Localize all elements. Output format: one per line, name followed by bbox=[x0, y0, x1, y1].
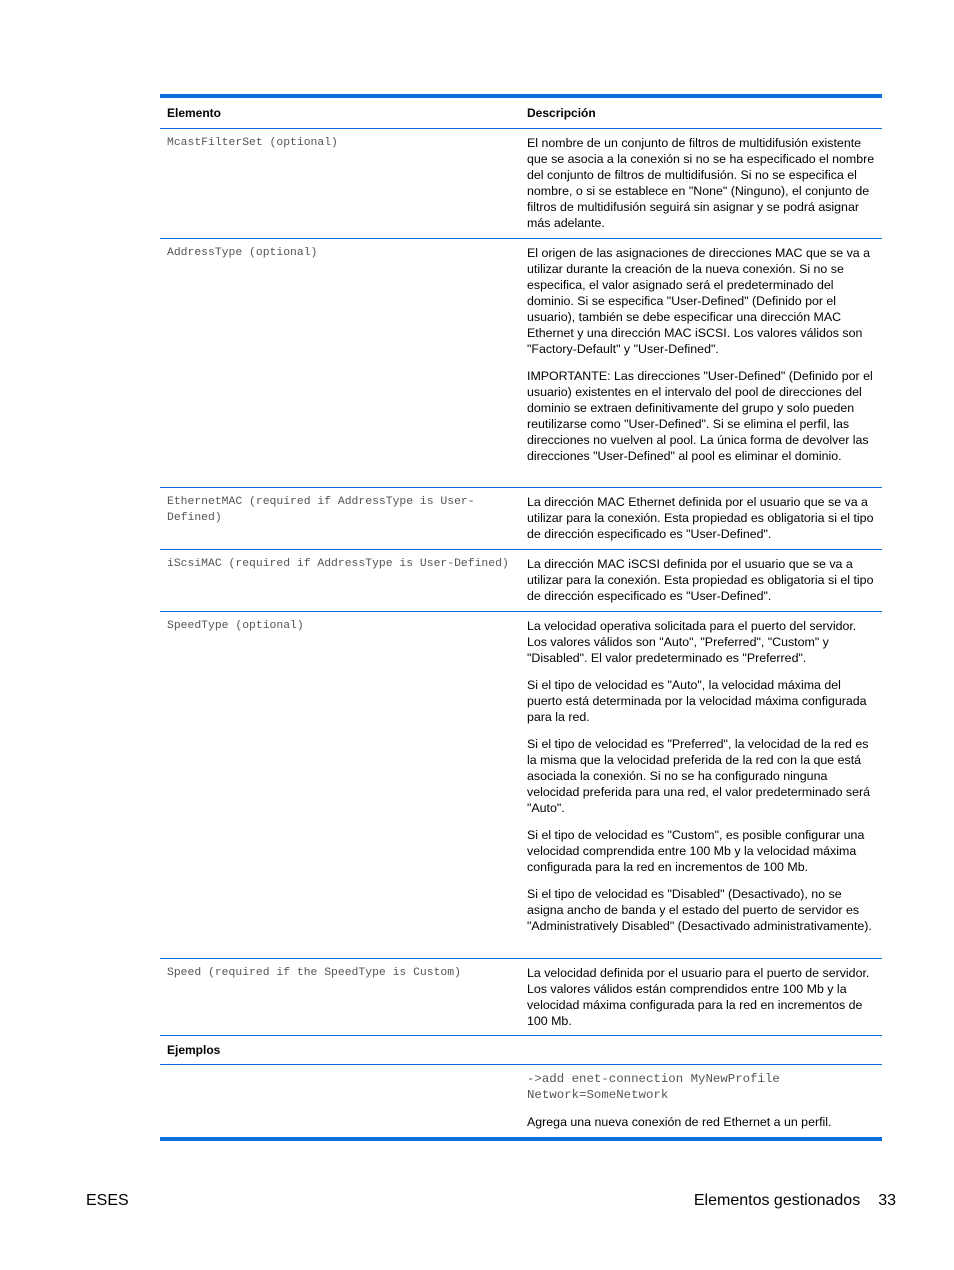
description-paragraph: Si el tipo de velocidad es "Auto", la velocidad máxima del puerto está determinada por la velocidad máxima configurada para la red. bbox=[527, 678, 867, 724]
element-name: AddressType (optional) bbox=[167, 247, 318, 259]
elements-table bbox=[160, 94, 882, 1141]
header-description: Descripción bbox=[527, 106, 596, 120]
description-paragraph: El nombre de un conjunto de filtros de multidifusión existente que se asocia a la conexión si no se ha especificado el nombre del conjunto de filtros de multidifusión. Si no se especifica el nombre, o si se establece en "None" (Ninguno), el conjunto de filtros de multidifusión seguirá sin asignar y se podrá asignar más adelante. bbox=[527, 136, 875, 230]
table-row bbox=[160, 488, 882, 550]
page-number: 33 bbox=[878, 1192, 896, 1209]
header-element: Elemento bbox=[167, 106, 222, 120]
table-bottom-rule bbox=[160, 1137, 882, 1141]
description-paragraph: La velocidad operativa solicitada para el puerto del servidor. Los valores válidos son "Auto", "Preferred", "Custom" y "Disabled". El valor predeterminado es "Preferred". bbox=[527, 619, 857, 665]
table-header bbox=[160, 98, 882, 129]
examples-header: Ejemplos bbox=[160, 1036, 882, 1065]
table-row bbox=[160, 239, 882, 488]
element-name: iScsiMAC (required if AddressType is User-Defined) bbox=[167, 558, 509, 570]
description-paragraph: Si el tipo de velocidad es "Custom", es posible configurar una velocidad comprendida entre 100 Mb y la velocidad máxima configurada para la red en incrementos de 100 Mb. bbox=[527, 828, 865, 874]
element-name: McastFilterSet (optional) bbox=[167, 137, 338, 149]
example-description: Agrega una nueva conexión de red Ethernet a un perfil. bbox=[527, 1115, 832, 1129]
element-name: Speed (required if the SpeedType is Custom) bbox=[167, 967, 461, 979]
footer-page-info bbox=[694, 1192, 896, 1210]
element-description bbox=[521, 129, 882, 238]
description-paragraph: La dirección MAC Ethernet definida por el usuario que se va a utilizar para la conexión. Esta propiedad es obligatoria si el tipo de dirección especificado es "User-Defined". bbox=[527, 495, 874, 541]
description-paragraph: Si el tipo de velocidad es "Preferred", la velocidad de la red es la misma que la velocidad preferida de la red con la que está asociada la conexión. Si no se ha configurado ninguna velocidad preferida para una red, el valor predeterminado será "Auto". bbox=[527, 737, 871, 815]
table-row bbox=[160, 550, 882, 612]
example-row bbox=[160, 1065, 882, 1137]
description-paragraph: Si el tipo de velocidad es "Disabled" (Desactivado), no se asigna ancho de banda y el estado del puerto de servidor es "Administratively Disabled" (Desactivado administrativamente). bbox=[527, 887, 872, 933]
footer-section-title: Elementos gestionados bbox=[693, 1192, 861, 1209]
description-paragraph: La velocidad definida por el usuario para el puerto de servidor. Los valores válidos están comprendidos entre 100 Mb y la velocidad máxima configurada para la red en incrementos de 100 Mb. bbox=[527, 966, 870, 1028]
table-row bbox=[160, 612, 882, 959]
table-row bbox=[160, 129, 882, 239]
element-description bbox=[521, 959, 882, 1035]
description-paragraph: La dirección MAC iSCSI definida por el usuario que se va a utilizar para la conexión. Esta propiedad es obligatoria si el tipo de dirección especificado es "User-Defined". bbox=[527, 557, 874, 603]
table-row bbox=[160, 959, 882, 1036]
example-command: ->add enet-connection MyNewProfile Network=SomeNetwork bbox=[527, 1072, 780, 1102]
element-description bbox=[521, 550, 882, 611]
important-note: IMPORTANTE: Las direcciones "User-Defined" (Definido por el usuario) existentes en el intervalo del pool de direcciones del dominio se extraen definitivamente del grupo y solo pueden reutilizarse como "User-Defined". Si se elimina el perfil, las direcciones no vuelven al pool. La única forma de devolver las direcciones "User-Defined" al pool es eliminar el dominio. bbox=[527, 369, 873, 463]
element-name: EthernetMAC (required if AddressType is User-Defined) bbox=[167, 496, 475, 524]
element-description bbox=[521, 488, 882, 549]
element-description bbox=[521, 239, 882, 487]
example-cell bbox=[521, 1065, 882, 1137]
footer-locale: ESES bbox=[86, 1192, 129, 1209]
description-paragraph: El origen de las asignaciones de direcciones MAC que se va a utilizar durante la creación de la nueva conexión. Si no se especifica, el valor asignado será el predeterminado del dominio. Si se especifica "User-Defined" (Definido por el usuario), también se debe especificar una dirección MAC Ethernet y una dirección MAC iSCSI. Los valores válidos son "Factory-Default" y "User-Defined". bbox=[527, 246, 871, 356]
element-description bbox=[521, 612, 882, 958]
element-name: SpeedType (optional) bbox=[167, 620, 304, 632]
example-empty-cell bbox=[160, 1065, 521, 1137]
